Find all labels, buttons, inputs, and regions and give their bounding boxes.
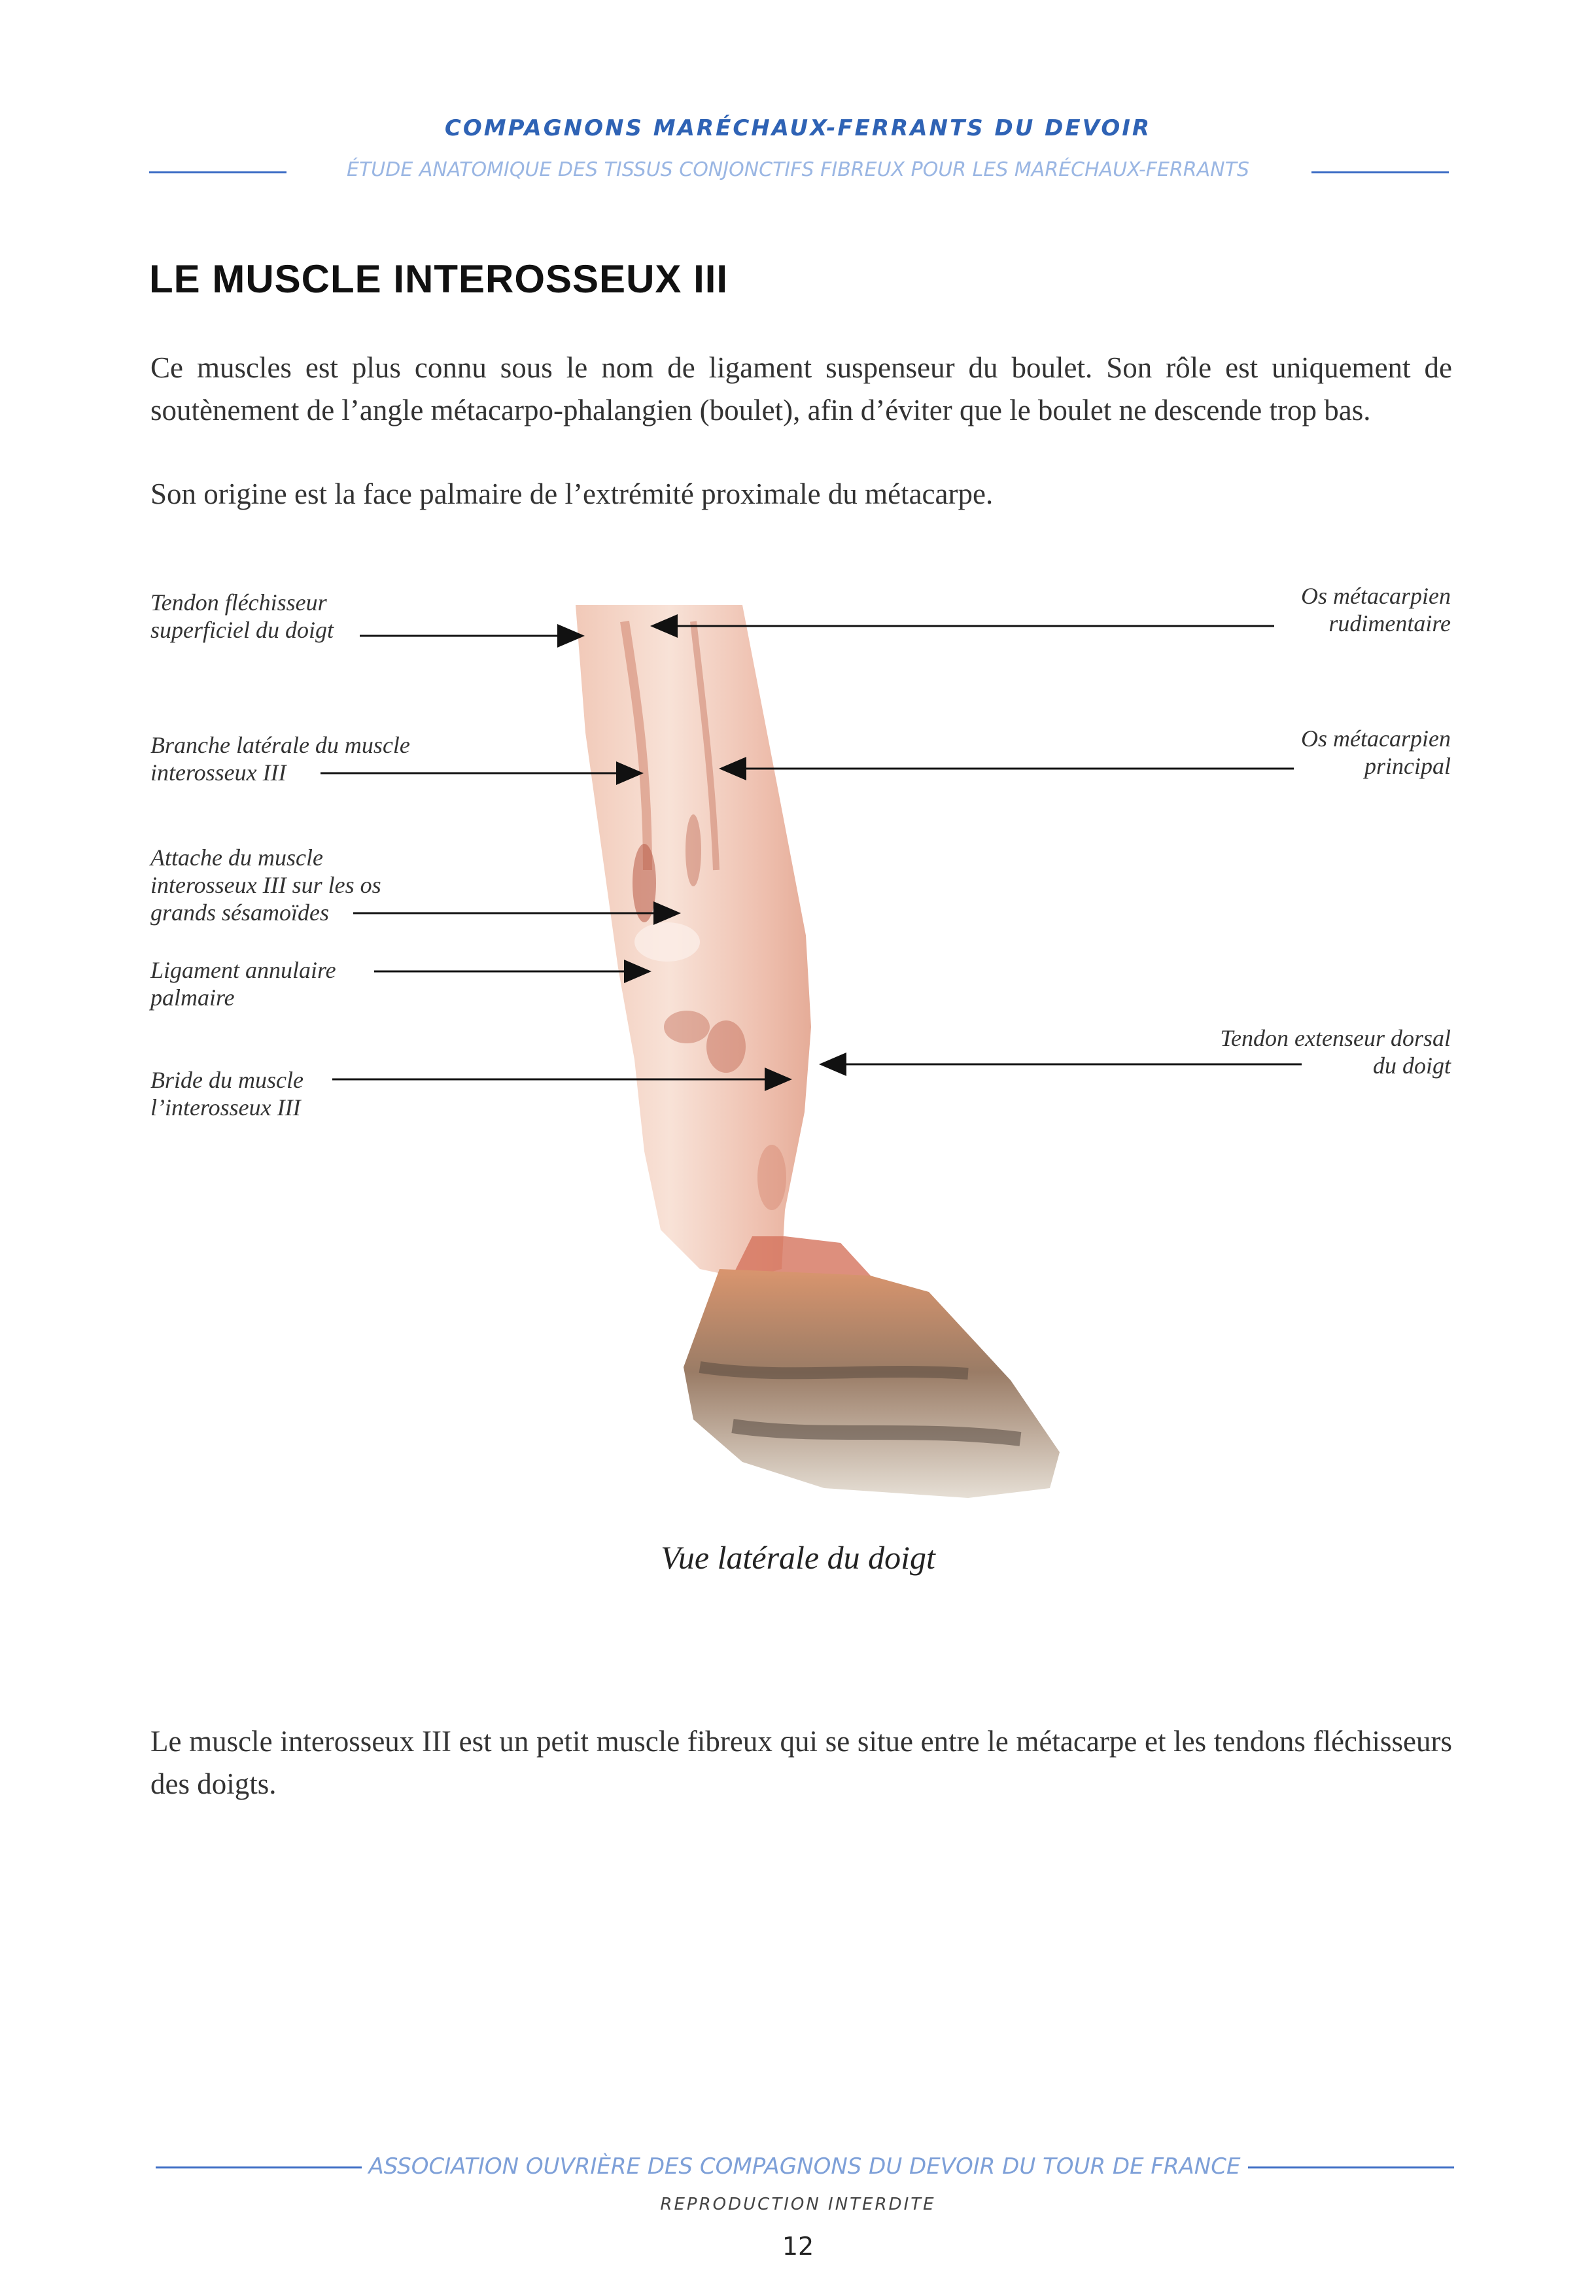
header-title: COMPAGNONS MARÉCHAUX-FERRANTS DU DEVOIR [444,115,1152,141]
label-check-ligament: Bride du muscle l’interosseux III [150,1067,304,1121]
intro-paragraph: Ce muscles est plus connu sous le nom de ligament suspenseur du boulet. Son rôle est uniquement de soutènement de l’angle métacarpo-phalangien (boulet), afin d’éviter que le boulet ne descende trop bas. [150,351,1452,426]
label-main-metacarpal: Os métacarpien principal [1301,725,1451,779]
tissue-spot [685,814,701,886]
footer-rule-left [156,2166,362,2168]
tissue-spot [634,922,700,962]
page-title: LE MUSCLE INTEROSSEUX III [149,257,729,301]
origin-paragraph: Son origine est la face palmaire de l’extrémité proximale du métacarpe. [150,478,994,510]
label-flexor-tendon: Tendon fléchisseur superficiel du doigt [150,589,334,643]
label-rudimentary-metacarpal: Os métacarpien rudimentaire [1301,583,1451,636]
footer-association: ASSOCIATION OUVRIÈRE DES COMPAGNONS DU DEVOIR DU TOUR DE FRANCE [368,2153,1241,2180]
conclusion-paragraph: Le muscle interosseux III est un petit muscle fibreux qui se situe entre le métacarpe et les tendons fléchisseurs des doigts. [150,1725,1452,1800]
hoof-marking [733,1426,1020,1439]
label-extensor-tendon: Tendon extenseur dorsal du doigt [1220,1025,1451,1079]
header-subtitle: ÉTUDE ANATOMIQUE DES TISSUS CONJONCTIFS FIBREUX POUR LES MARÉCHAUX-FERRANTS [347,158,1249,181]
tissue-spot [706,1020,746,1073]
label-sesamoid-attachment: Attache du muscle interosseux III sur les os grands sésamoïdes [150,844,381,926]
tissue-spot [757,1145,786,1210]
footer-notice: REPRODUCTION INTERDITE [660,2195,936,2214]
label-annular-ligament: Ligament annulaire palmaire [150,957,336,1011]
tissue-spot [633,844,656,922]
label-lateral-branch: Branche latérale du muscle interosseux III [150,732,410,786]
footer-rule-right [1248,2166,1454,2168]
hoof-shape [684,1269,1060,1498]
tissue-spot [664,1011,710,1043]
hoof-marking [700,1367,968,1374]
page-number: 12 [782,2232,814,2261]
figure-caption: Vue latérale du doigt [661,1539,935,1576]
